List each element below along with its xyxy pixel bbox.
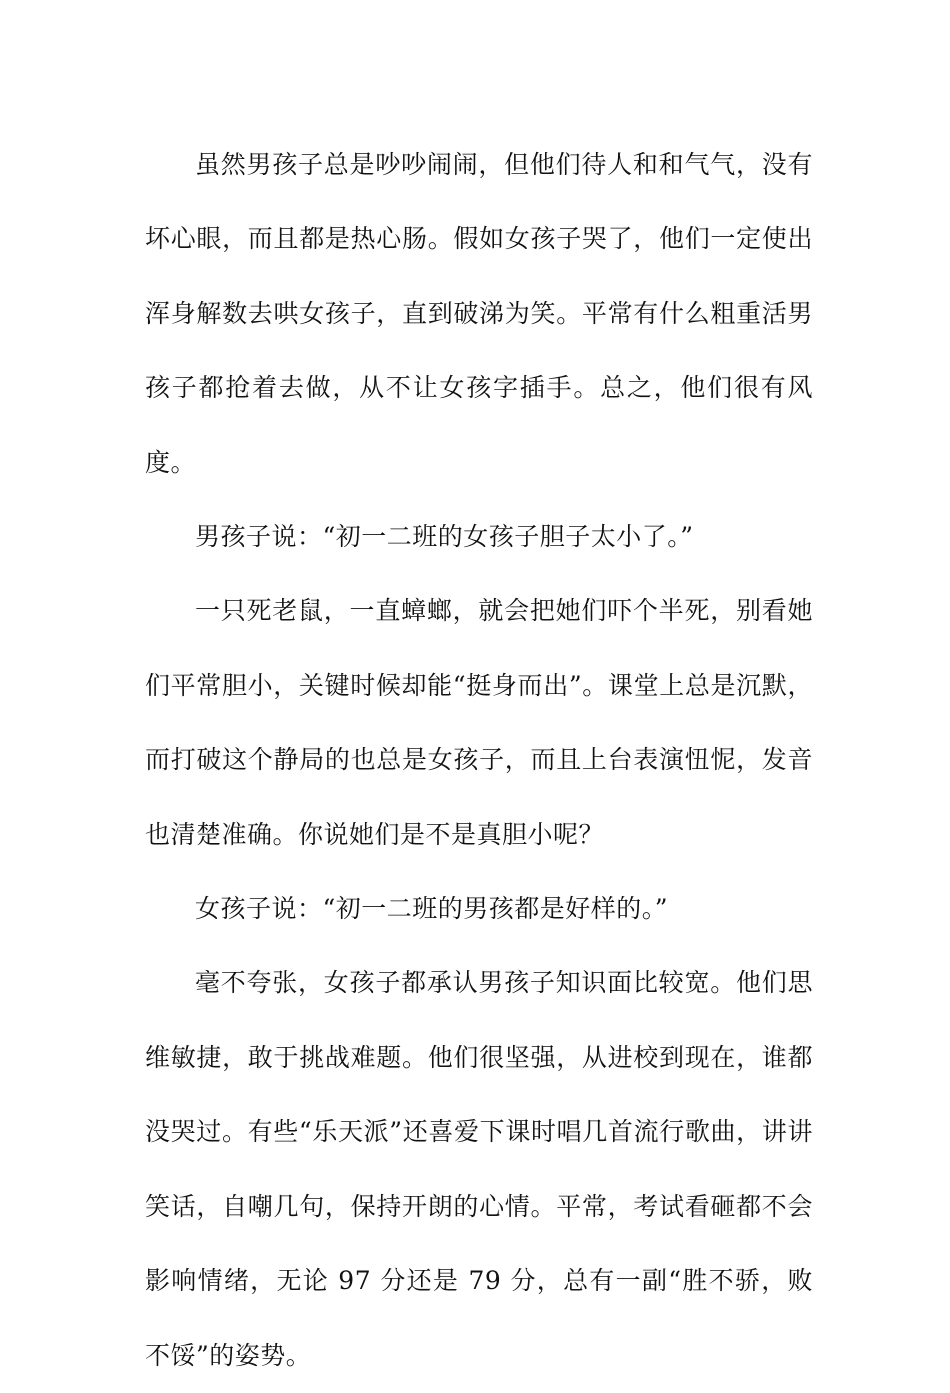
paragraph-2: 男孩子说：“初一二班的女孩子胆子太小了。” (195, 522, 694, 552)
document-body (145, 128, 813, 1393)
paragraph-5: 毫不夸张，女孩子都承认男孩子知识面比较宽。他们思维敏捷，敢于挑战难题。他们很坚强，从进校到现在，谁都没哭过。有些“乐天派”还喜爱下课时唱几首流行歌曲，讲讲笑话，自嘲几句，保持开朗的心情。平常，考试看砸都不会影响情绪，无论 97 分还是 79 分，总有一副“胜不骄，败不馁”的姿势。 (145, 968, 813, 1370)
paragraph-4: 女孩子说：“初一二班的男孩都是好样的。” (195, 894, 669, 924)
paragraph-1: 虽然男孩子总是吵吵闹闹，但他们待人和和气气，没有坏心眼，而且都是热心肠。假如女孩子哭了，他们一定使出浑身解数去哄女孩子，直到破涕为笑。平常有什么粗重活男孩子都抢着去做，从不让女孩字插手。总之，他们很有风度。 (145, 150, 813, 477)
paragraph-3: 一只死老鼠，一直蟑螂，就会把她们吓个半死，别看她们平常胆小，关键时候却能“挺身而出”。课堂上总是沉默，而打破这个静局的也总是女孩子，而且上台表演忸怩，发音也清楚准确。你说她们是不是真胆小呢？ (145, 596, 813, 849)
